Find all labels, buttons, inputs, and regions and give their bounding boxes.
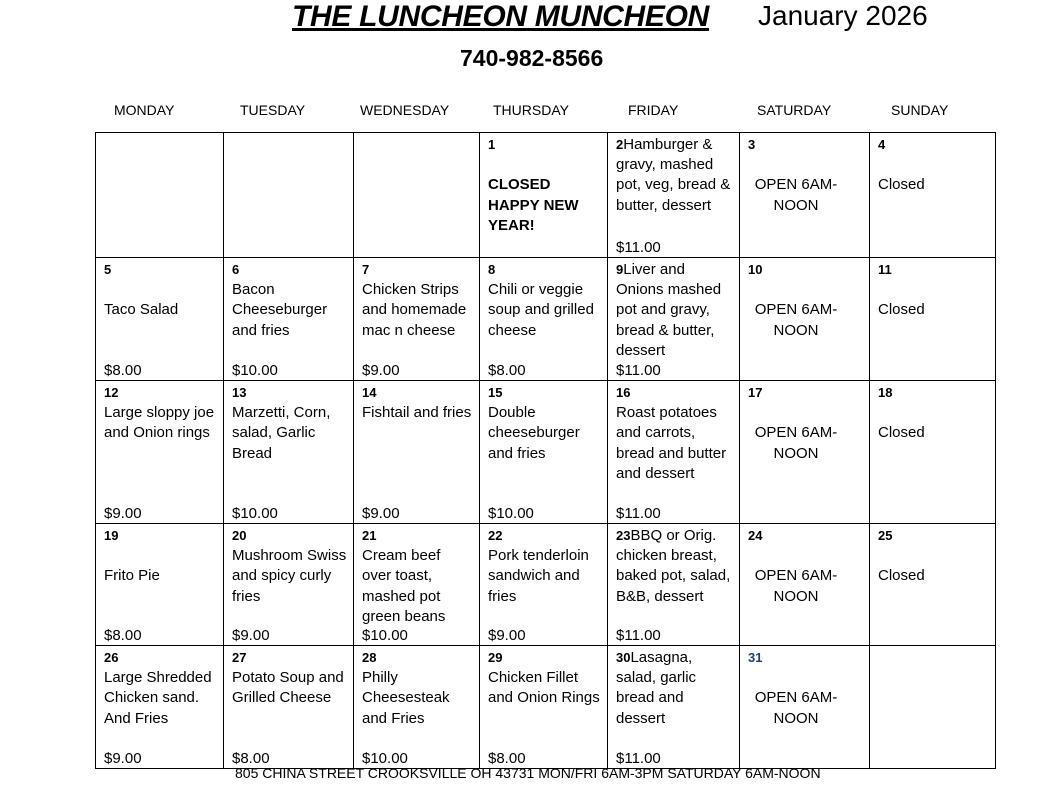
- calendar-day-cell: [740, 133, 870, 258]
- menu-item-text: Chicken Fillet and Onion Rings: [488, 669, 600, 707]
- menu-item-text: Potato Soup and Grilled Cheese: [232, 669, 344, 707]
- calendar-day-cell: [740, 381, 870, 524]
- day-number: 16: [616, 385, 631, 400]
- day-number: 17: [748, 385, 763, 400]
- menu-item-text: Fishtail and fries: [362, 404, 472, 422]
- menu-item-text: OPEN 6AM-NOON: [754, 567, 838, 605]
- day-number: 6: [232, 262, 240, 277]
- menu-item-text: OPEN 6AM-NOON: [754, 301, 838, 339]
- calendar-day-cell: [96, 646, 224, 769]
- day-number: 29: [488, 650, 503, 665]
- calendar-day-cell: [96, 133, 224, 258]
- menu-item-text: Marzetti, Corn, salad, Garlic Bread: [232, 404, 331, 462]
- calendar-day-cell: [354, 258, 480, 381]
- menu-item-text: Frito Pie: [104, 567, 160, 585]
- calendar-grid: [95, 132, 996, 769]
- menu-price: $9.00: [104, 505, 142, 522]
- day-number: 24: [748, 528, 763, 543]
- menu-item-text: Philly Cheesesteak and Fries: [362, 669, 450, 727]
- menu-item-text: Closed: [878, 567, 925, 585]
- calendar-week-row: [96, 381, 996, 524]
- weekday-saturday: SATURDAY: [757, 102, 832, 118]
- menu-price: $11.00: [616, 239, 661, 256]
- calendar-day-cell: [480, 381, 608, 524]
- menu-item-text: Large Shredded Chicken sand. And Fries: [104, 669, 212, 727]
- menu-price: $8.00: [232, 750, 270, 767]
- calendar-week-row: [96, 524, 996, 646]
- menu-item-text: CLOSED HAPPY NEW YEAR!: [488, 176, 579, 234]
- calendar-day-cell: [354, 381, 480, 524]
- calendar-day-cell: [740, 258, 870, 381]
- menu-price: $11.00: [616, 505, 661, 522]
- day-number: 10: [748, 262, 763, 277]
- calendar-day-cell: [354, 524, 480, 646]
- day-number: 26: [104, 650, 119, 665]
- calendar-day-cell: [480, 646, 608, 769]
- weekday-thursday: THURSDAY: [493, 102, 569, 118]
- day-number: 30: [616, 650, 631, 665]
- calendar-day-cell: [480, 133, 608, 258]
- calendar-day-cell: [870, 133, 996, 258]
- calendar-day-cell: [608, 646, 740, 769]
- day-number: 23: [616, 528, 631, 543]
- calendar-day-cell: [608, 133, 740, 258]
- calendar-day-cell: [608, 258, 740, 381]
- menu-price: $10.00: [232, 505, 278, 522]
- menu-item-text: Roast potatoes and carrots, bread and butter and dessert: [616, 404, 727, 482]
- menu-item-text: Closed: [878, 424, 925, 442]
- menu-item-text: Taco Salad: [104, 301, 179, 319]
- calendar-day-cell: [96, 258, 224, 381]
- calendar-day-cell: [96, 524, 224, 646]
- day-number: 18: [878, 385, 893, 400]
- menu-item-text: BBQ or Orig. chicken breast, baked pot, salad, B&B, dessert: [616, 527, 731, 605]
- calendar-day-cell: [224, 258, 354, 381]
- weekday-monday: MONDAY: [114, 102, 175, 118]
- day-number: 7: [362, 262, 370, 277]
- day-number: 28: [362, 650, 377, 665]
- weekday-friday: FRIDAY: [628, 102, 679, 118]
- calendar-day-cell: [354, 133, 480, 258]
- menu-item-text: Hamburger & gravy, mashed pot, veg, bread & butter, dessert: [616, 136, 731, 214]
- day-number: 25: [878, 528, 893, 543]
- day-number: 12: [104, 385, 119, 400]
- day-number: 22: [488, 528, 503, 543]
- calendar-day-cell: [224, 381, 354, 524]
- calendar-week-row: [96, 646, 996, 769]
- menu-price: $10.00: [232, 362, 278, 379]
- calendar-day-cell: [354, 646, 480, 769]
- calendar-day-cell: [480, 258, 608, 381]
- menu-price: $9.00: [362, 362, 400, 379]
- calendar-month: January 2026: [758, 0, 928, 31]
- day-number: 15: [488, 385, 503, 400]
- day-number: 19: [104, 528, 119, 543]
- menu-price: $11.00: [616, 627, 661, 644]
- menu-item-text: OPEN 6AM-NOON: [754, 176, 838, 214]
- weekday-sunday: SUNDAY: [891, 102, 949, 118]
- menu-price: $9.00: [488, 627, 526, 644]
- calendar-day-cell: [96, 381, 224, 524]
- menu-item-text: Cream beef over toast, mashed pot green beans: [362, 547, 446, 625]
- menu-item-text: Pork tenderloin sandwich and fries: [488, 547, 589, 605]
- menu-price: $9.00: [362, 505, 400, 522]
- menu-item-text: Double cheeseburger and fries: [488, 404, 580, 462]
- weekday-tuesday: TUESDAY: [240, 102, 306, 118]
- menu-item-text: OPEN 6AM-NOON: [754, 689, 838, 727]
- menu-item-text: Closed: [878, 301, 925, 319]
- calendar-day-cell: [224, 646, 354, 769]
- calendar-day-cell: [740, 646, 870, 769]
- menu-item-text: Liver and Onions mashed pot and gravy, bread & butter, dessert: [616, 261, 722, 359]
- menu-item-text: Closed: [878, 176, 925, 194]
- day-number: 4: [878, 137, 886, 152]
- day-number: 2: [616, 137, 624, 152]
- day-number: 13: [232, 385, 247, 400]
- menu-item-text: OPEN 6AM-NOON: [754, 424, 838, 462]
- menu-price: $11.00: [616, 362, 661, 379]
- calendar-day-cell: [870, 646, 996, 769]
- menu-price: $8.00: [104, 627, 142, 644]
- menu-item-text: Chili or veggie soup and grilled cheese: [488, 281, 594, 339]
- calendar-day-cell: [224, 133, 354, 258]
- menu-price: $10.00: [362, 627, 408, 644]
- day-number: 20: [232, 528, 247, 543]
- day-number: 14: [362, 385, 377, 400]
- calendar-day-cell: [608, 524, 740, 646]
- day-number: 31: [748, 650, 763, 665]
- day-number: 8: [488, 262, 496, 277]
- menu-item-text: Lasagna, salad, garlic bread and dessert: [616, 649, 697, 727]
- menu-price: $8.00: [488, 750, 526, 767]
- day-number: 9: [616, 262, 624, 277]
- menu-item-text: Large sloppy joe and Onion rings: [104, 404, 215, 442]
- menu-price: $11.00: [616, 750, 661, 767]
- menu-item-text: Mushroom Swiss and spicy curly fries: [232, 547, 347, 605]
- weekday-wednesday: WEDNESDAY: [360, 102, 450, 118]
- menu-item-text: Bacon Cheeseburger and fries: [232, 281, 328, 339]
- calendar-day-cell: [740, 524, 870, 646]
- phone-number: 740-982-8566: [460, 45, 604, 71]
- footer-address-hours: 805 CHINA STREET CROOKSVILLE OH 43731 MON/FRI 6AM-3PM SATURDAY 6AM-NOON: [235, 765, 821, 781]
- day-number: 1: [488, 137, 496, 152]
- menu-price: $10.00: [488, 505, 534, 522]
- calendar-day-cell: [608, 381, 740, 524]
- calendar-day-cell: [870, 381, 996, 524]
- menu-price: $8.00: [488, 362, 526, 379]
- calendar-day-cell: [870, 258, 996, 381]
- calendar-day-cell: [870, 524, 996, 646]
- calendar-week-row: [96, 258, 996, 381]
- day-number: 27: [232, 650, 247, 665]
- restaurant-title: THE LUNCHEON MUNCHEON: [292, 0, 710, 33]
- menu-price: $9.00: [104, 750, 142, 767]
- calendar-day-cell: [480, 524, 608, 646]
- calendar-week-row: [96, 133, 996, 258]
- day-number: 21: [362, 528, 377, 543]
- day-number: 5: [104, 262, 112, 277]
- menu-item-text: Chicken Strips and homemade mac n cheese: [362, 281, 467, 339]
- menu-price: $8.00: [104, 362, 142, 379]
- menu-price: $10.00: [362, 750, 408, 767]
- day-number: 3: [748, 137, 756, 152]
- calendar-day-cell: [224, 524, 354, 646]
- day-number: 11: [878, 262, 892, 277]
- menu-price: $9.00: [232, 627, 270, 644]
